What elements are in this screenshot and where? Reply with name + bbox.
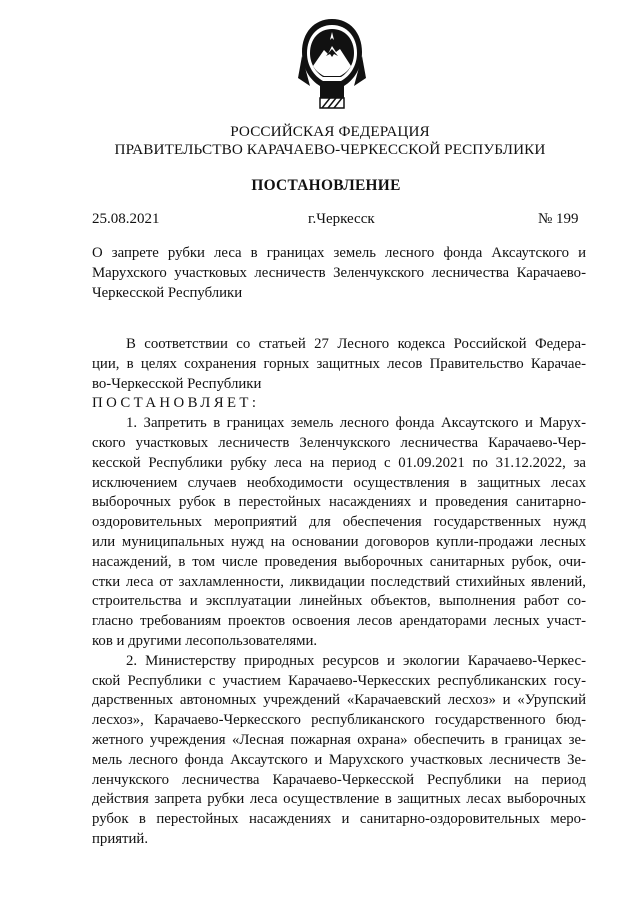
item2-line: приятий. [92,830,149,847]
item1-line: насаждений, в том числе проведения выборочных санитарных рубок, очи- [92,553,586,570]
item2-line: действия запрета рубки леса осуществление в защитных лесах выборочных [92,791,586,808]
preamble-line: во-Черкесской Республики [92,375,262,392]
item1-line: или муниципальных нужд на основании договоров купли-продажи лесных [92,533,586,550]
item2-line: ленчукского лесничества Карачаево-Черкесской Республики на период [92,771,586,788]
item1-line: стки леса от захламленности, ликвидации последствий стихийных явлений, [92,573,586,590]
item1-line: 1. Запретить в границах земель лесного фонда Аксаутского и Марух- [126,415,586,432]
document-city: г.Черкесск [308,211,375,227]
item1-line: выборочных рубок в перестойных насаждениях и проведения санитарно- [92,494,586,511]
document-body [92,335,586,850]
item1-line: ского участковых лесничеств Зеленчукского лесничества Карачаево-Чер- [92,434,586,451]
item2-line: 2. Министерству природных ресурсов и экологии Карачаево-Черкес- [126,652,586,669]
document-subject [92,244,586,303]
item1-line: ков и другими лесопользователями. [92,632,318,649]
decree-word: ПОСТАНОВЛЯЕТ: [92,395,260,412]
item2-line: рубок в перестойных насаждениях и санитарно-оздоровительных меро- [92,811,586,828]
item2-line: ской Республики с участием Карачаево-Черкесских республиканских госу- [92,672,586,689]
header-government: ПРАВИТЕЛЬСТВО КАРАЧАЕВО-ЧЕРКЕССКОЙ РЕСПУБЛИКИ [114,141,546,158]
header-country: РОССИЙСКАЯ ФЕДЕРАЦИЯ [230,123,430,140]
document-date: 25.08.2021 [92,211,160,227]
preamble-line: ции, в целях сохранения горных защитных лесов Правительство Карачае- [92,355,586,372]
item1-line: кесской Республики рубку леса на период с 01.09.2021 по 31.12.2022, за [92,454,586,471]
subject-line: Черкесской Республики [92,284,243,301]
item2-line: мель лесного фонда Аксаутского и Марухского участковых лесничеств Зе- [92,751,586,768]
item2-line: дарственных автономных учреждений «Карачаевский лесхоз» и «Урупский [92,692,586,709]
coat-of-arms-emblem [296,16,368,112]
item1-line: исключением случаев необходимости осуществления в защитных лесах [92,474,586,491]
item2-line: лесхоз», Карачаево-Черкесского республиканского государственного бюд- [92,712,586,729]
document-number: № 199 [538,211,579,227]
preamble-line: В соответствии со статьей 27 Лесного кодекса Российской Федера- [126,336,586,352]
subject-line: Марухского участковых лесничеств Зеленчукского лесничества Карачаево- [92,264,586,281]
subject-line: О запрете рубки леса в границах земель лесного фонда Аксаутского и [92,245,586,261]
item1-line: строительства и эксплуатации линейных объектов, выполнения работ со- [92,593,586,610]
item1-line: гласно требованиям проектов освоения лесов арендаторами лесных участ- [92,613,586,630]
item2-line: жетного учреждения «Лесная пожарная охрана» обеспечить в границах зе- [92,731,586,748]
document-type-title: ПОСТАНОВЛЕНИЕ [251,177,401,194]
item1-line: оздоровительных мероприятий для обеспечения государственных нужд [92,514,586,531]
